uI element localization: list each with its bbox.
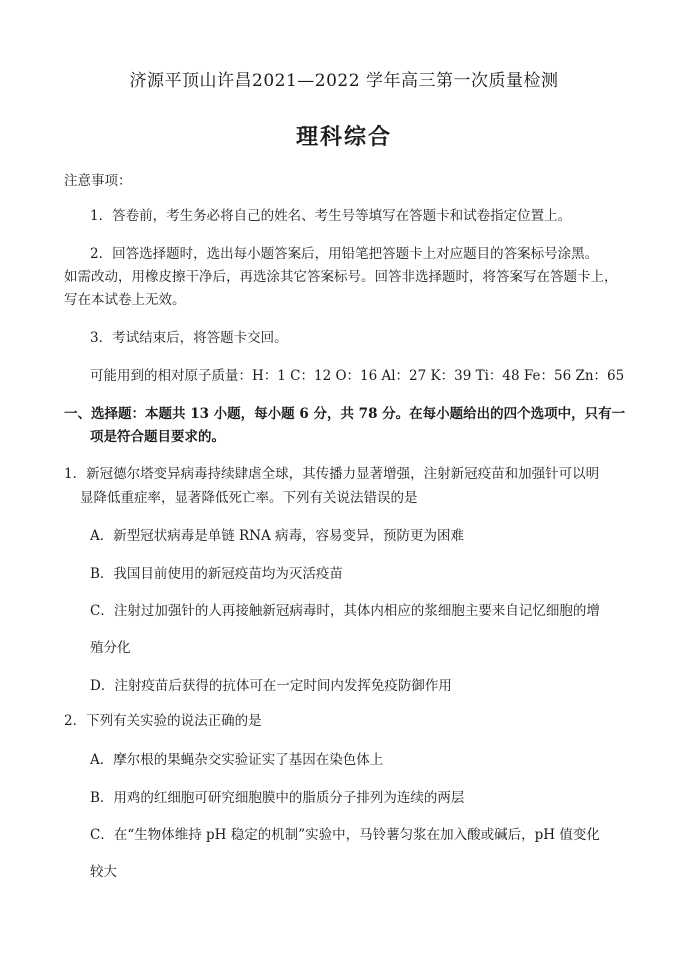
question-2-option-c-line-1: C．在“生物体维持 pH 稳定的机制”实验中，马铃薯匀浆在加入酸或碱后，pH 值变化 [90,827,600,843]
question-1-option-a: A．新型冠状病毒是单链 RNA 病毒，容易变异，预防更为困难 [90,528,465,544]
subject-title: 理科综合 [295,124,392,150]
notice-item-1: 1．答卷前，考生务必将自己的姓名、考生号等填写在答题卡和试卷指定位置上。 [90,208,572,224]
question-1-option-d: D．注射疫苗后获得的抗体可在一定时间内发挥免疫防御作用 [90,678,452,694]
question-2-option-c-line-2: 较大 [90,864,117,880]
section-1-instructions-line-1: 一、选择题：本题共 13 小题，每小题 6 分，共 78 分。在每小题给出的四个选项中，只有一 [64,406,626,422]
notice-item-2-line-3: 写在本试卷上无效。 [64,292,186,308]
question-1-stem-line-2: 显降低重症率，显著降低死亡率。下列有关说法错误的是 [80,490,418,506]
atomic-masses: 可能用到的相对原子质量：H：1 C：12 O：16 Al：27 K：39 Ti：48 Fe：56 Zn：65 [90,368,625,384]
notice-item-3: 3．考试结束后，将答题卡交回。 [90,330,288,346]
question-2-option-b: B．用鸡的红细胞可研究细胞膜中的脂质分子排列为连续的两层 [90,790,465,806]
section-1-instructions-line-2: 项是符合题目要求的。 [90,429,225,445]
notice-item-2-line-1: 2．回答选择题时，选出每小题答案后，用铅笔把答题卡上对应题目的答案标号涂黑。 [90,246,599,262]
question-2-option-a: A．摩尔根的果蝇杂交实验证实了基因在染色体上 [90,752,384,768]
question-1-option-c-line-1: C．注射过加强针的人再接触新冠病毒时，其体内相应的浆细胞主要来自记忆细胞的增 [90,603,600,619]
question-1-option-b: B．我国目前使用的新冠疫苗均为灭活疫苗 [90,566,343,582]
question-1-option-c-line-2: 殖分化 [90,640,131,656]
notice-item-2-line-2: 如需改动，用橡皮擦干净后，再选涂其它答案标号。回答非选择题时，将答案写在答题卡上， [64,269,618,285]
notice-heading: 注意事项： [64,173,132,189]
exam-title: 济源平顶山许昌2021—2022 学年高三第一次质量检测 [129,71,559,91]
question-2-stem: 2．下列有关实验的说法正确的是 [64,713,262,729]
question-1-stem-line-1: 1．新冠德尔塔变异病毒持续肆虐全球，其传播力显著增强，注射新冠疫苗和加强针可以明 [64,466,600,482]
